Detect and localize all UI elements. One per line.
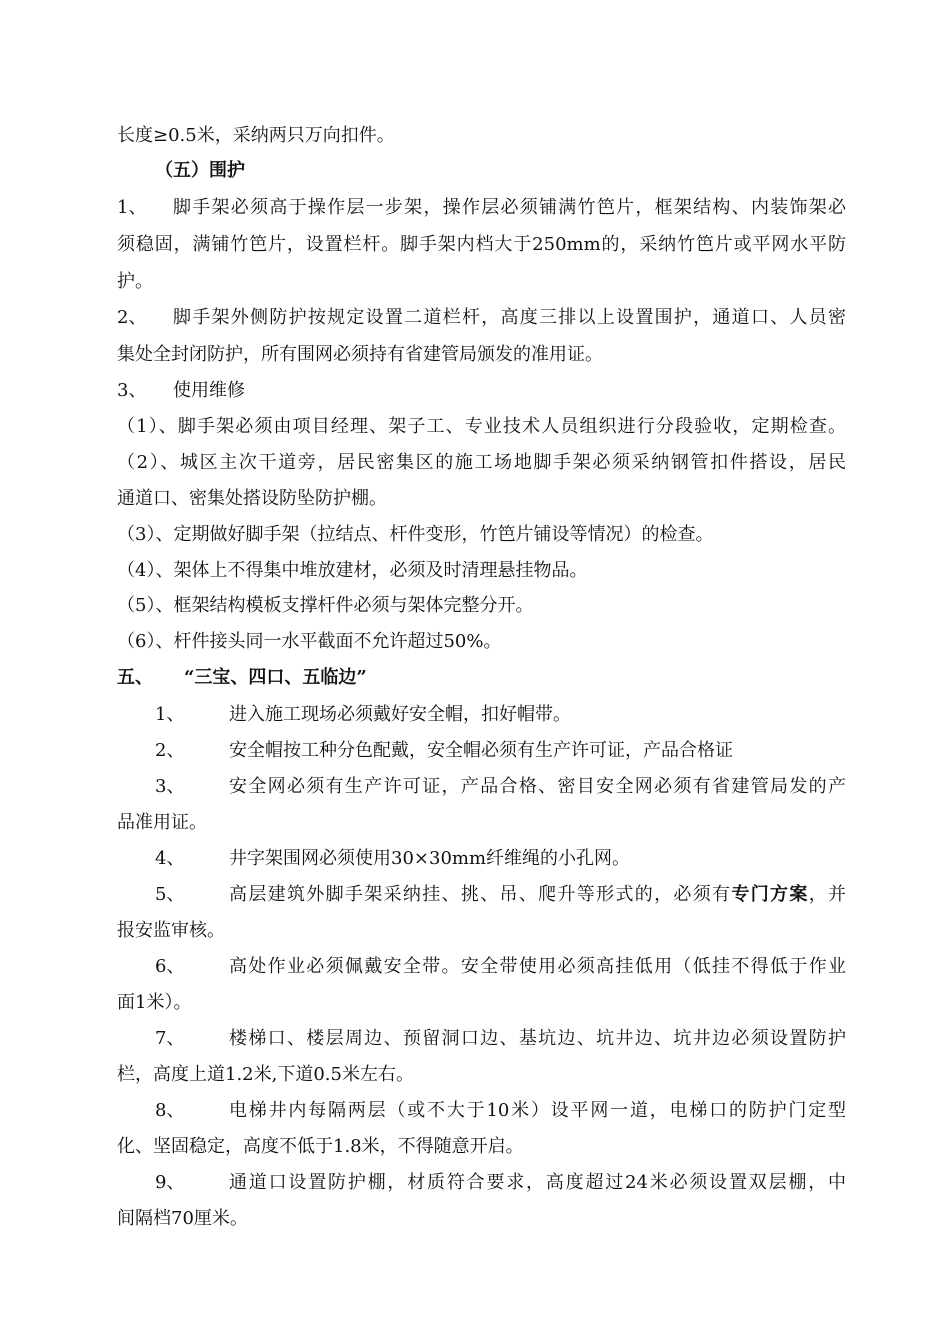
section-5-title: “三宝、四口、五临边” [184,667,367,688]
section-item-3-line-1: 安全网必须有生产许可证，产品合格、密目安全网必须有省建管局发的产 [229,776,846,797]
sub-item-2-line-1: （2）、城区主次干道旁，居民密集区的施工场地脚手架必须采纳钢管扣件搭设，居民 [117,452,846,473]
section-item-5-number: 5、 [155,884,185,905]
section-item-5-line-1: 高层建筑外脚手架采纳挂、挑、吊、爬升等形式的，必须有专门方案，并 [229,884,847,905]
sub-item-5: （5）、框架结构模板支撑杆件必须与架体完整分开。 [117,595,534,616]
section-item-1-line-1: 进入施工现场必须戴好安全帽，扣好帽带。 [229,704,571,725]
item-3-line-1: 使用维修 [173,380,245,401]
section-item-7-line-1: 楼梯口、楼层周边、预留洞口边、基坑边、坑井边、坑井边必须设置防护 [229,1028,846,1049]
section-item-2-line-1: 安全帽按工种分色配戴，安全帽必须有生产许可证，产品合格证 [229,740,733,761]
section-item-7-number: 7、 [155,1028,185,1049]
item-2-line-1: 脚手架外侧防护按规定设置二道栏杆，高度三排以上设置围护，通道口、人员密 [173,307,846,328]
section-item-7-line-2: 栏，高度上道1.2米,下道0.5米左右。 [117,1064,414,1085]
sub-item-2-line-2: 通道口、密集处搭设防坠防护棚。 [117,488,387,509]
section-item-6-number: 6、 [155,956,185,977]
sub-item-1: （1）、脚手架必须由项目经理、架子工、专业技术人员组织进行分段验收，定期检查。 [117,416,846,437]
sub-item-6: （6）、杆件接头同一水平截面不允许超过50%。 [117,631,502,652]
item-2-number: 2、 [117,307,147,328]
sub-item-3: （3）、定期做好脚手架（拉结点、杆件变形，竹笆片铺设等情况）的检查。 [117,524,714,545]
item-2-line-2: 集处全封闭防护，所有围网必须持有省建管局颁发的准用证。 [117,344,603,365]
section-item-4-line-1: 井字架围网必须使用30×30mm纤维绳的小孔网。 [229,848,631,869]
section-item-3-line-2: 品准用证。 [117,812,207,833]
item-1-line-3: 护。 [117,271,153,292]
section-item-5-line-2: 报安监审核。 [117,920,225,941]
section-item-3-number: 3、 [155,776,185,797]
intro-line: 长度≥0.5米，采纳两只万向扣件。 [117,125,395,146]
section-item-1-number: 1、 [155,704,185,725]
section-item-8-number: 8、 [155,1100,185,1121]
section-item-8-line-2: 化、坚固稳定，高度不低于1.8米，不得随意开启。 [117,1136,524,1157]
special-plan-emphasis: 专门方案 [731,884,809,905]
subheading-enclosure: （五）围护 [155,160,245,181]
sub-item-4: （4）、架体上不得集中堆放建材，必须及时清理悬挂物品。 [117,560,588,581]
section-item-9-line-2: 间隔档70厘米。 [117,1208,248,1229]
item-1-line-1: 脚手架必须高于操作层一步架，操作层必须铺满竹笆片，框架结构、内装饰架必 [173,197,846,218]
item-1-line-2: 须稳固，满铺竹笆片，设置栏杆。脚手架内档大于250mm的，采纳竹笆片或平网水平防 [117,234,846,255]
section-item-6-line-1: 高处作业必须佩戴安全带。安全带使用必须高挂低用（低挂不得低于作业 [229,956,846,977]
section-item-9-number: 9、 [155,1172,185,1193]
section-item-4-number: 4、 [155,848,185,869]
item-1-number: 1、 [117,197,147,218]
item-3-number: 3、 [117,380,147,401]
section-5-number: 五、 [117,667,153,688]
section-item-8-line-1: 电梯井内每隔两层（或不大于10米）设平网一道，电梯口的防护门定型 [229,1100,846,1121]
section-item-2-number: 2、 [155,740,185,761]
section-item-9-line-1: 通道口设置防护棚，材质符合要求，高度超过24米必须设置双层棚，中 [229,1172,846,1193]
section-item-6-line-2: 面1米）。 [117,992,192,1013]
